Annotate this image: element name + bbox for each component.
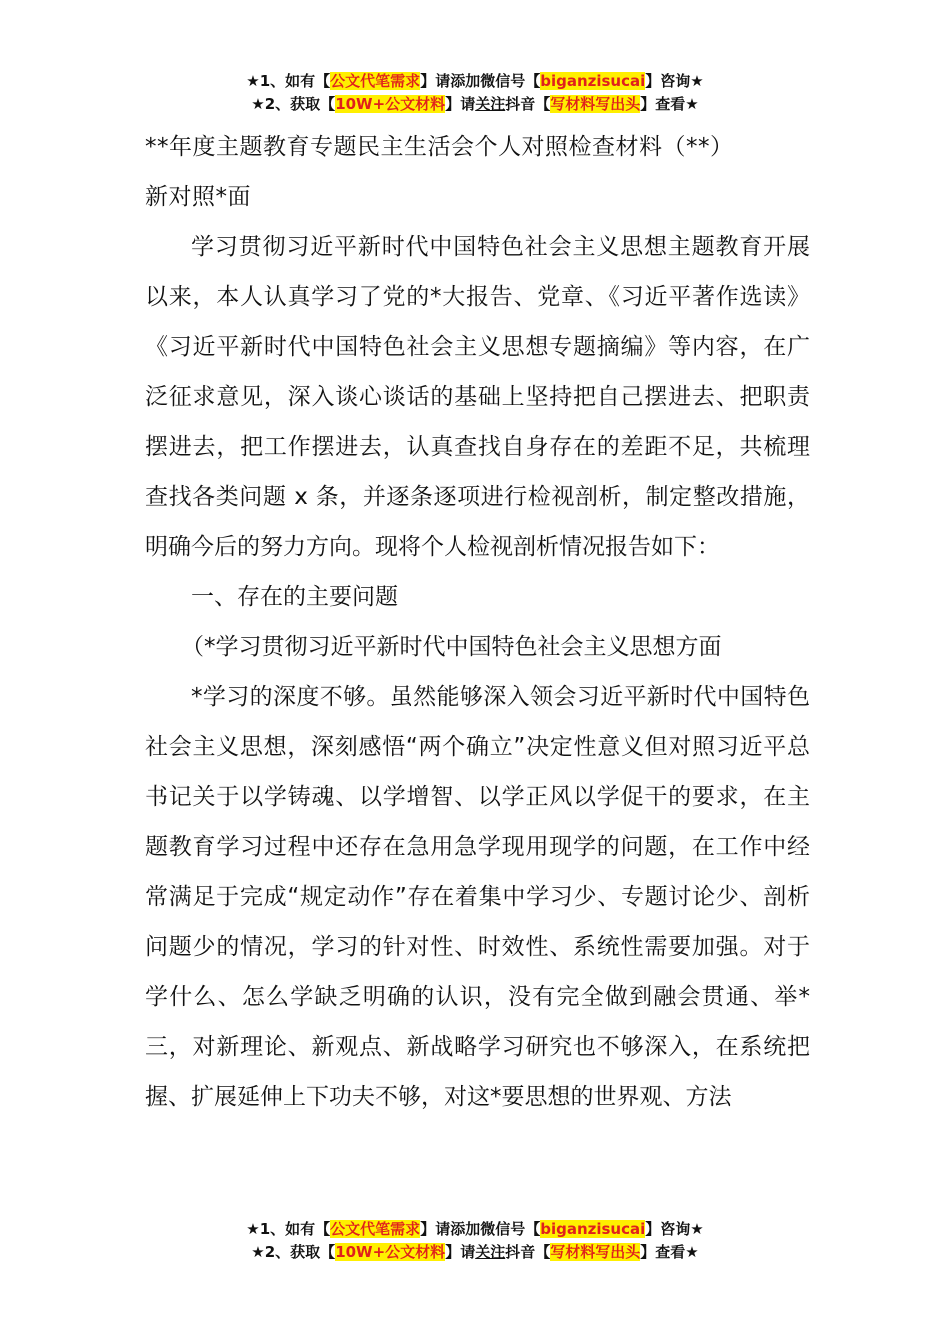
wechat-id-highlight: biganzisucai bbox=[540, 72, 646, 90]
douyin-id-highlight: 写材料写出头 bbox=[550, 1243, 641, 1261]
banner-text: 】查看★ bbox=[640, 1243, 699, 1261]
highlight-text: 10W+公文材料 bbox=[335, 95, 446, 113]
document-subtitle: 新对照*面 bbox=[145, 184, 251, 210]
document-body bbox=[145, 122, 810, 1122]
subsection-heading: （*学习贯彻习近平新时代中国特色社会主义思想方面 bbox=[181, 634, 722, 660]
banner-line-1 bbox=[0, 1218, 950, 1241]
banner-line-1 bbox=[0, 70, 950, 93]
document-title: **年度主题教育专题民主生活会个人对照检查材料（**） bbox=[145, 134, 734, 160]
underlined-text: 关注 bbox=[475, 1243, 506, 1261]
footer-banner bbox=[0, 1218, 950, 1264]
highlight-text: 公文代笔需求 bbox=[330, 72, 421, 90]
banner-text: ★2、获取【 bbox=[251, 1243, 336, 1261]
banner-text: 】请 bbox=[445, 1243, 476, 1261]
banner-text: ★1、如有【 bbox=[246, 72, 331, 90]
douyin-id-highlight: 写材料写出头 bbox=[550, 95, 641, 113]
body-paragraph: *学习的深度不够。虽然能够深入领会习近平新时代中国特色社会主义思想，深刻感悟“两个确立”决定性意义但对照习近平总书记关于以学铸魂、以学增智、以学正风以学促干的要求，在主题教育学习过程中还存在急用急学现用现学的问题，在工作中经常满足于完成“规定动作”存在着集中学习少、专题讨论少、剖析问题少的情况，学习的针对性、时效性、系统性需要加强。对于学什么、怎么学缺乏明确的认识，没有完全做到融会贯通、举*三，对新理论、新观点、新战略学习研究也不够深入，在系统把握、扩展延伸上下功夫不够，对这*要思想的世界观、方法 bbox=[145, 684, 810, 1110]
section-heading: 一、存在的主要问题 bbox=[191, 584, 398, 610]
header-banner bbox=[0, 70, 950, 116]
banner-text: 抖音【 bbox=[505, 95, 551, 113]
banner-line-2 bbox=[0, 93, 950, 116]
highlight-text: 公文代笔需求 bbox=[330, 1220, 421, 1238]
intro-paragraph: 学习贯彻习近平新时代中国特色社会主义思想主题教育开展以来，本人认真学习了党的*大报告、党章、《习近平著作选读》《习近平新时代中国特色社会主义思想专题摘编》等内容，在广泛征求意见，深入谈心谈话的基础上坚持把自己摆进去、把职责摆进去，把工作摆进去，认真查找自身存在的差距不足，共梳理查找各类问题 x 条，并逐条逐项进行检视剖析，制定整改措施，明确今后的努力方向。现将个人检视剖析情况报告如下： bbox=[145, 234, 810, 560]
banner-line-2 bbox=[0, 1241, 950, 1264]
banner-text: 】咨询★ bbox=[645, 1220, 704, 1238]
wechat-id-highlight: biganzisucai bbox=[540, 1220, 646, 1238]
banner-text: 】请添加微信号【 bbox=[420, 72, 541, 90]
underlined-text: 关注 bbox=[475, 95, 506, 113]
banner-text: 抖音【 bbox=[505, 1243, 551, 1261]
highlight-text: 10W+公文材料 bbox=[335, 1243, 446, 1261]
banner-text: 】请添加微信号【 bbox=[420, 1220, 541, 1238]
banner-text: 】查看★ bbox=[640, 95, 699, 113]
banner-text: ★2、获取【 bbox=[251, 95, 336, 113]
banner-text: 】咨询★ bbox=[645, 72, 704, 90]
banner-text: ★1、如有【 bbox=[246, 1220, 331, 1238]
banner-text: 】请 bbox=[445, 95, 476, 113]
